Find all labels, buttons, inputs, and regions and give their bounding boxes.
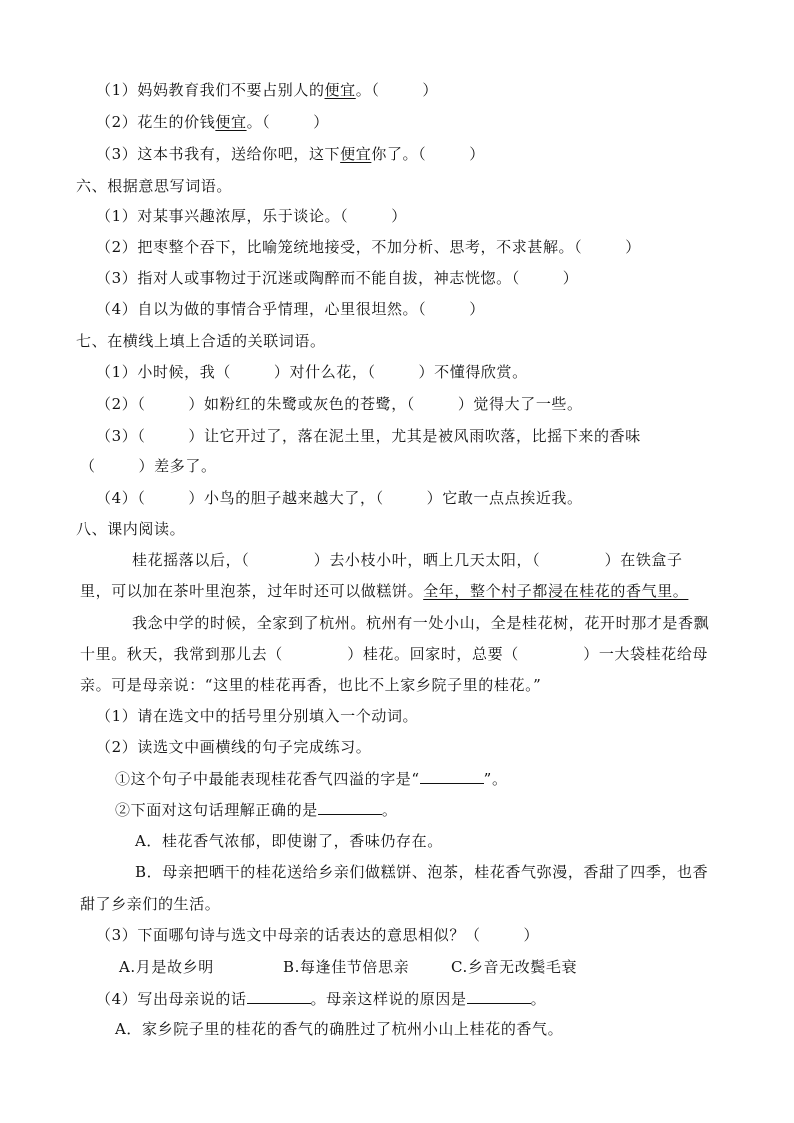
s8-q2-2 [115, 799, 397, 820]
s8-q2-1-end: ”。 [483, 770, 508, 788]
s8-q2-1-text: ①这个句子中最能表现桂花香气四溢的字是“ [115, 770, 420, 788]
s7-item-3: （3）（ ）让它开过了，落在泥土里，尤其是被风雨吹落，比摇下来的香味 [96, 427, 641, 445]
s6-title: 六、根据意思写词语。 [76, 177, 233, 195]
s7-title: 七、在横线上填上合适的关联词语。 [76, 332, 326, 350]
s7-item-3-cont: （ ）差多了。 [80, 457, 217, 475]
answer-blank[interactable] [467, 988, 531, 1004]
s5-item-2-word: 便宜 [215, 113, 247, 131]
s8-q3-option-c: C.乡音无改鬓毛衰 [451, 958, 578, 976]
s5-item-3-pre: （3）这本书我有，送给你吧，这下 [96, 145, 341, 163]
s5-item-3-post: 你了。（ ） [371, 145, 485, 163]
s6-item-3: （3）指对人或事物过于沉迷或陶醉而不能自拔，神志恍惚。（ ） [96, 269, 579, 287]
s5-item-2-pre: （2）花生的价钱 [96, 113, 216, 131]
answer-blank[interactable] [247, 988, 311, 1004]
s8-p1-line2 [80, 581, 688, 601]
s5-item-2 [96, 112, 329, 132]
s8-q4 [96, 988, 546, 1009]
s6-item-1: （1）对某事兴趣浓厚，乐于谈论。（ ） [96, 207, 407, 225]
s8-p2-line3: 亲。可是母亲说：“这里的桂花再香，也比不上家乡院子里的桂花。” [80, 676, 542, 694]
s7-item-2: （2）（ ）如粉红的朱鹭或灰色的苍鹭，（ ）觉得大了一些。 [96, 395, 583, 413]
s8-q4-text: （4）写出母亲说的话 [96, 990, 247, 1008]
s6-item-4: （4）自以为做的事情合乎情理，心里很坦然。（ ） [96, 300, 485, 318]
s8-underlined-sentence: 全年，整个村子都浸在桂花的香气里。 [423, 582, 689, 600]
s8-p2-line1: 我念中学的时候，全家到了杭州。杭州有一处小山，全是桂花树，花开时那才是香飘 [132, 614, 710, 632]
s5-item-1-word: 便宜 [324, 81, 356, 99]
s8-p2-line2: 十里。秋天，我常到那儿去（ ）桂花。回家时，总要（ ）一大袋桂花给母 [80, 645, 709, 663]
s8-q3-option-b: B.每逢佳节倍思亲 [283, 958, 410, 976]
s5-item-1 [96, 80, 438, 100]
s8-q2-option-b-line1: B．母亲把晒干的桂花送给乡亲们做糕饼、泡茶，桂花香气弥漫，香甜了四季，也香 [135, 863, 709, 881]
s5-item-3-word: 便宜 [340, 145, 372, 163]
s5-item-3 [96, 144, 485, 164]
s8-p1-line2-text: 里，可以加在茶叶里泡茶，过年时还可以做糕饼。 [80, 582, 424, 600]
s8-q2-2-text: ②下面对这句话理解正确的是 [115, 801, 318, 819]
s8-q4-mid: 。母亲这样说的原因是 [310, 990, 467, 1008]
s8-q2-1 [115, 768, 508, 789]
s6-item-2: （2）把枣整个吞下，比喻笼统地接受，不加分析、思考，不求甚解。（ ） [96, 238, 641, 256]
s5-item-2-post: 。（ ） [246, 113, 329, 131]
s8-q4-option-a: A．家乡院子里的桂花的香气的确胜过了杭州小山上桂花的香气。 [115, 1020, 564, 1038]
s5-item-1-post: 。（ ） [355, 81, 438, 99]
s8-q2-option-b-line2: 甜了乡亲们的生活。 [80, 895, 221, 913]
s8-p1-line1: 桂花摇落以后，（ ）去小枝小叶，晒上几天太阳，（ ）在铁盒子 [132, 551, 683, 569]
s8-q4-end: 。 [530, 990, 547, 1008]
s8-q3-option-a: A.月是故乡明 [119, 958, 214, 976]
s8-q2: （2）读选文中画横线的句子完成练习。 [96, 738, 372, 756]
s5-item-1-pre: （1）妈妈教育我们不要占别人的 [96, 81, 325, 99]
answer-blank[interactable] [318, 799, 382, 815]
s7-item-4: （4）（ ）小鸟的胆子越来越大了，（ ）它敢一点点挨近我。 [96, 489, 583, 507]
answer-blank[interactable] [420, 768, 484, 784]
s8-q2-option-a: A．桂花香气浓郁，即使谢了，香味仍存在。 [135, 832, 443, 850]
s8-q1: （1）请在选文中的括号里分别填入一个动词。 [96, 707, 419, 725]
s8-title: 八、课内阅读。 [76, 520, 186, 538]
s8-q3: （3）下面哪句诗与选文中母亲的话表达的意思相似？（ ） [96, 926, 540, 944]
s8-q2-2-end: 。 [381, 801, 398, 819]
s7-item-1: （1）小时候，我（ ）对什么花，（ ）不懂得欣赏。 [96, 363, 528, 381]
